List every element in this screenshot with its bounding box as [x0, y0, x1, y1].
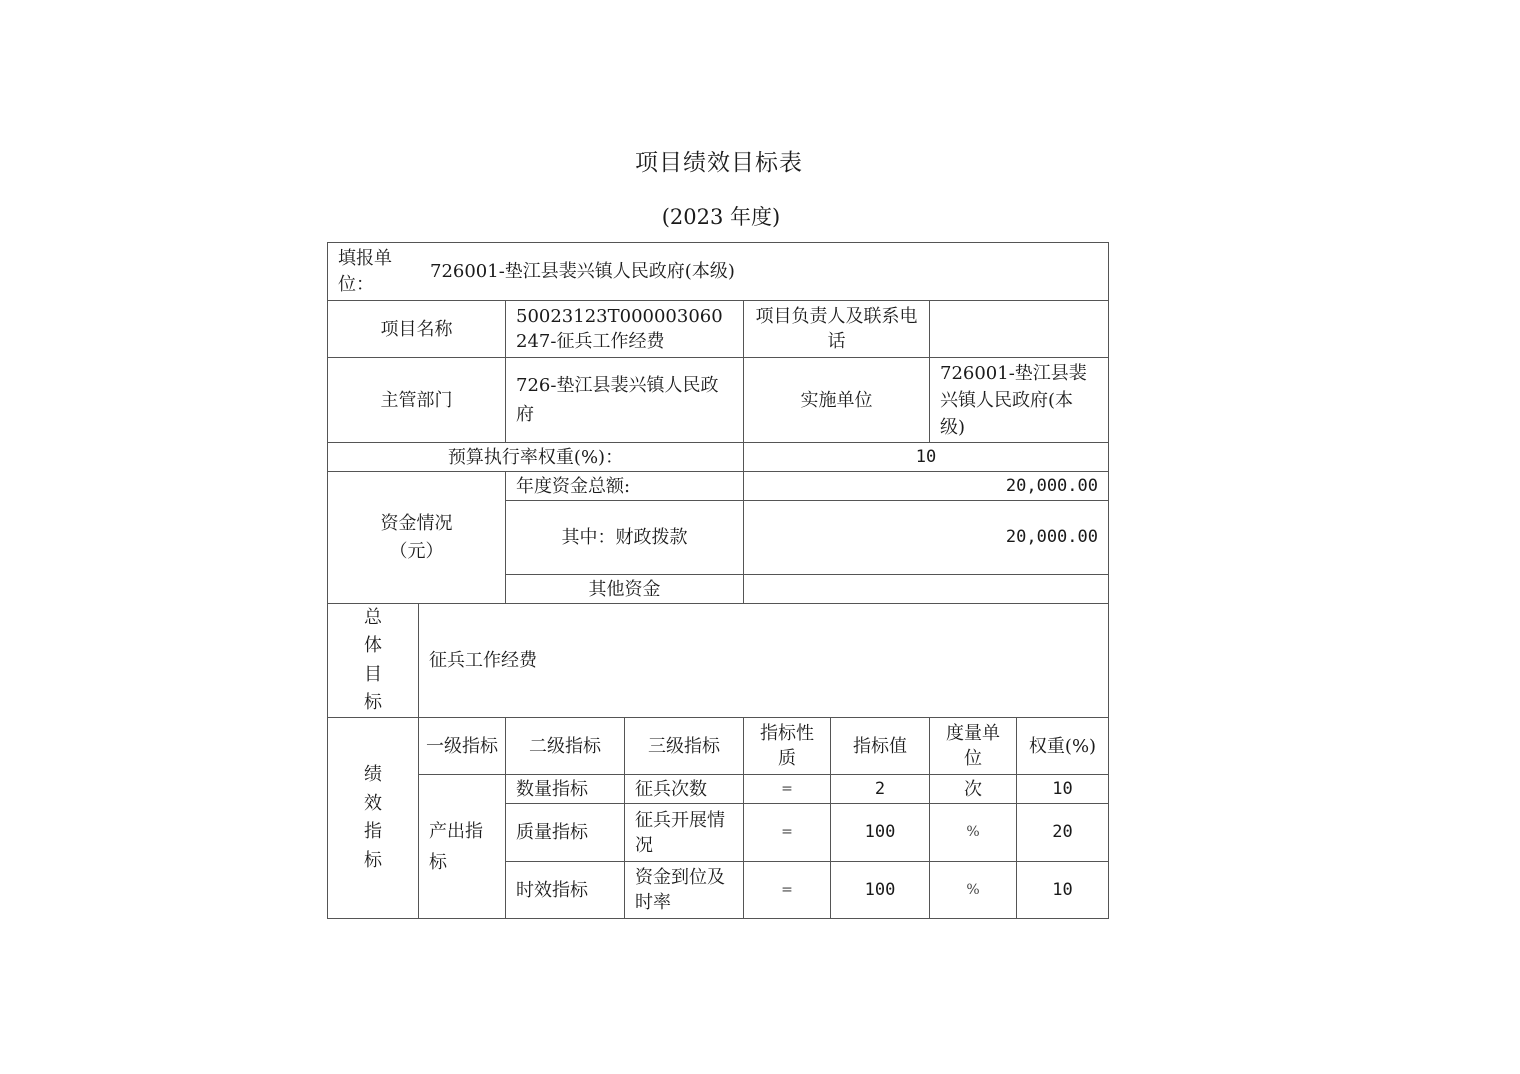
table-row-3-l2 — [505, 861, 625, 919]
contact-label-cell — [743, 300, 930, 358]
table-row-2-l2 — [505, 803, 625, 862]
table-row-3-unit — [929, 861, 1017, 919]
budget-weight-value: 10 — [915, 446, 937, 467]
overall-goal-label: 总体目标 — [364, 606, 382, 713]
indicators-label-cell — [327, 717, 419, 919]
row2-weight-text: 20 — [1052, 822, 1073, 842]
table-row-1-l2 — [505, 774, 625, 804]
header-value-text: 指标值 — [853, 735, 907, 757]
dept-label-cell — [327, 357, 506, 443]
project-name-label-cell — [327, 300, 506, 358]
dept-value: 726-垫江县裴兴镇人民政府 — [516, 375, 719, 425]
overall-goal-label-cell — [327, 603, 419, 718]
fiscal-funds-value-cell — [743, 500, 1109, 575]
total-funds-value-cell — [743, 471, 1109, 501]
header-weight — [1016, 717, 1109, 775]
total-funds-label: 年度资金总额: — [516, 475, 631, 497]
header-nature — [743, 717, 831, 775]
header-level3-text: 三级指标 — [648, 735, 720, 757]
table-row-1-nature — [743, 774, 831, 804]
table-row-3-weight — [1016, 861, 1109, 919]
other-funds-label-cell — [505, 574, 744, 604]
project-name-value: 50023123T000003060247-征兵工作经费 — [516, 306, 723, 352]
document-title: 项目绩效目标表 — [635, 150, 803, 176]
project-name-label: 项目名称 — [380, 318, 453, 340]
document-subtitle: (2023 年度) — [661, 205, 781, 229]
row1-nature-text: = — [781, 780, 793, 797]
unit-label: 填报单位： — [338, 247, 392, 295]
row2-nature-text: = — [781, 824, 793, 840]
other-funds-value-cell — [743, 574, 1109, 604]
project-name-value-cell — [505, 300, 744, 358]
table-row-1-weight — [1016, 774, 1109, 804]
row1-weight-text: 10 — [1052, 778, 1073, 799]
header-value — [830, 717, 930, 775]
budget-weight-label-cell — [327, 442, 744, 472]
contact-value-cell — [929, 300, 1109, 358]
impl-value-cell — [929, 357, 1109, 443]
row1-l2-text: 数量指标 — [516, 778, 588, 800]
table-row-2-nature — [743, 803, 831, 862]
row3-weight-text: 10 — [1052, 879, 1073, 900]
row2-value-text: 100 — [864, 822, 896, 842]
level1-output-text: 产出指标 — [429, 820, 483, 873]
funds-label-cell — [327, 471, 506, 604]
fiscal-funds-label-cell — [505, 500, 744, 575]
row1-value-text: 2 — [874, 778, 886, 799]
funds-label: 资金情况（元） — [380, 512, 453, 562]
dept-label: 主管部门 — [380, 389, 453, 411]
row3-l2-text: 时效指标 — [516, 879, 588, 901]
row2-unit-text: % — [966, 824, 980, 840]
header-level2 — [505, 717, 625, 775]
row1-unit-text: 次 — [964, 778, 982, 800]
fiscal-funds-value: 20,000.00 — [1005, 527, 1098, 547]
row2-l2-text: 质量指标 — [516, 822, 588, 843]
total-funds-value: 20,000.00 — [1005, 475, 1098, 496]
budget-weight-label: 预算执行率权重(%)： — [447, 446, 624, 468]
header-weight-text: 权重(%) — [1028, 735, 1097, 757]
row2-l3-text: 征兵开展情况 — [635, 809, 725, 856]
table-row-3-l3 — [624, 861, 744, 919]
overall-goal-value: 征兵工作经费 — [429, 650, 537, 671]
row3-nature-text: = — [781, 881, 793, 898]
row3-value-text: 100 — [864, 879, 896, 900]
table-row-3-nature — [743, 861, 831, 919]
unit-value: 726001-垫江县裴兴镇人民政府(本级) — [430, 261, 735, 282]
row1-l3-text: 征兵次数 — [635, 778, 707, 800]
unit-row — [327, 242, 1109, 301]
row3-unit-text: % — [966, 881, 980, 898]
table-row-2-l3 — [624, 803, 744, 862]
impl-value: 726001-垫江县裴兴镇人民政府(本级) — [940, 362, 1087, 438]
level1-output-cell — [418, 774, 506, 919]
header-unit-text: 度量单位 — [946, 723, 1000, 769]
table-row-1-l3 — [624, 774, 744, 804]
indicators-label: 绩效指标 — [364, 764, 382, 871]
fiscal-funds-label: 其中：财政拨款 — [561, 527, 688, 548]
contact-label: 项目负责人及联系电话 — [755, 306, 918, 352]
budget-weight-value-cell — [743, 442, 1109, 472]
table-row-3-value — [830, 861, 930, 919]
row3-l3-text: 资金到位及时率 — [635, 867, 725, 913]
table-row-2-value — [830, 803, 930, 862]
performance-target-table — [327, 242, 1109, 919]
other-funds-label: 其他资金 — [588, 578, 661, 600]
header-level3 — [624, 717, 744, 775]
overall-goal-value-cell — [418, 603, 1109, 718]
dept-value-cell — [505, 357, 744, 443]
table-row-2-unit — [929, 803, 1017, 862]
header-level1 — [418, 717, 506, 775]
table-row-1-value — [830, 774, 930, 804]
header-level1-text: 一级指标 — [426, 735, 498, 757]
header-unit — [929, 717, 1017, 775]
impl-label: 实施单位 — [800, 389, 873, 411]
header-level2-text: 二级指标 — [529, 735, 601, 757]
table-row-2-weight — [1016, 803, 1109, 862]
impl-label-cell — [743, 357, 930, 443]
table-row-1-unit — [929, 774, 1017, 804]
header-nature-text: 指标性质 — [760, 723, 814, 769]
total-funds-label-cell — [505, 471, 744, 501]
